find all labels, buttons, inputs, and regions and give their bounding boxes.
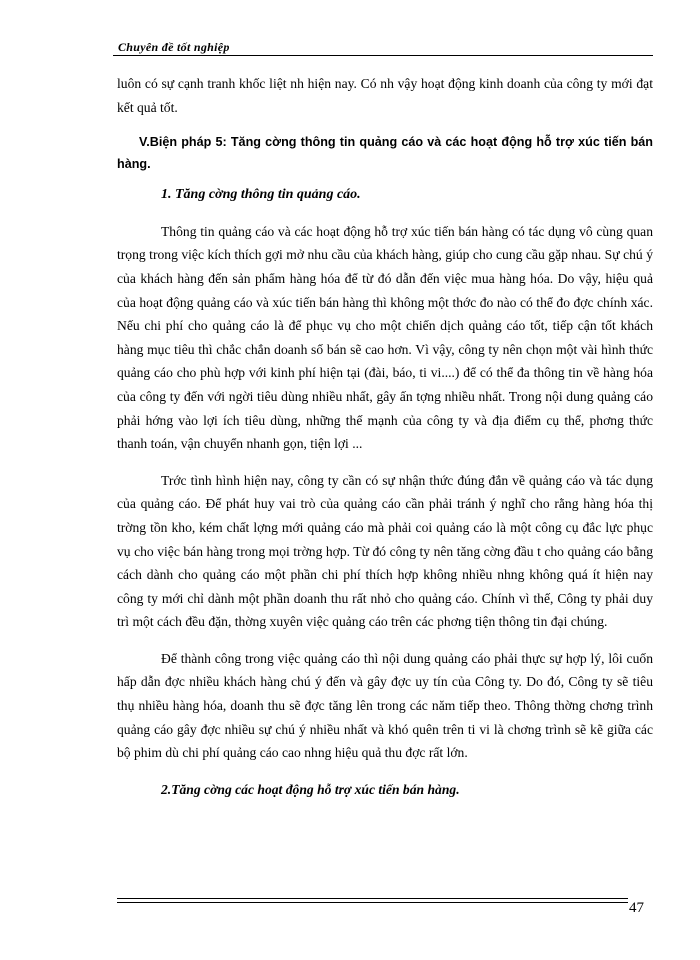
footer-divider (117, 902, 628, 903)
page-number: 47 (629, 900, 644, 916)
page-content (117, 72, 653, 801)
subheading-advertising: 1. Tăng cờng thông tin quảng cáo. (161, 187, 361, 203)
subheading-promotion: 2.Tăng cờng các hoạt động hỗ trợ xúc tiến bán hàng. (161, 781, 460, 797)
header-divider (113, 55, 653, 56)
body-paragraph: Trớc tình hình hiện nay, công ty cần có sự nhận thức đúng đắn về quảng cáo và tác dụng của quảng cáo. Để phát huy vai trò của quảng cáo cần phải tránh ý nghĩ cho rằng hàng hóa thị trờng tồn kho, kém chất lợng mới quảng cáo mà phải coi quảng cáo là một công cụ đắc lực phục vụ cho việc bán hàng trong mọi trờng hợp. Từ đó công ty nên tăng cờng đầu t cho quảng cáo bằng cách dành cho quảng cáo một phần chi phí thích hợp không nhiều nhng không quá ít hiện nay công ty mới chỉ dành một phần doanh thu rất nhỏ cho quảng cáo. Chính vì thế, Công ty phải duy trì một cách đều đặn, thờng xuyên việc quảng cáo trên các phơng tiện thông tin đại chúng. (117, 472, 653, 630)
intro-paragraph: luôn có sự cạnh tranh khốc liệt nh hiện nay. Có nh vậy hoạt động kinh doanh của công ty mới đạt kết quả tốt. (117, 76, 653, 115)
body-paragraph: Để thành công trong việc quảng cáo thì nội dung quảng cáo phải thực sự hợp lý, lôi cuốn hấp dẫn đợc nhiều khách hàng chú ý đến và gây đợc uy tín của Công ty. Do đó, Công ty sẽ tiêu thụ nhiều hàng hóa, doanh thu sẽ đợc tăng lên trong các năm tiếp theo. Thông thờng chơng trình quảng cáo gây đợc nhiều sự chú ý nhiều nhất và khó quên trên ti vi là chơng trình sẽ kẽ giữa các bộ phim dù chi phí quảng cáo cao nhng hiệu quả thu đợc rất lớn. (117, 650, 653, 761)
body-paragraph: Thông tin quảng cáo và các hoạt động hỗ trợ xúc tiến bán hàng có tác dụng vô cùng quan trọng trong việc kích thích gợi mở nhu cầu của khách hàng, giúp cho cung cầu gặp nhau. Sự chú ý của khách hàng đến sản phẩm hàng hóa để từ đó dẫn đến việc mua hàng hóa. Do vậy, hiệu quả của hoạt động quảng cáo và xúc tiến bán hàng thì không một thớc đo nào có thể đo đợc chính xác. Nếu chi phí cho quảng cáo là để phục vụ cho một chiến dịch quảng cáo tốt, tiếp cận tốt khách hàng mục tiêu thì chắc chắn doanh số bán sẽ cao hơn. Vì vậy, công ty nên chọn một vài hình thức quảng cáo cho phù hợp với kinh phí hiện tại (đài, báo, ti vi....) để có thể đa thông tin về hàng hóa của công ty đến với ngời tiêu dùng nhiều nhất, gây ấn tợng nhiều nhất. Trong nội dung quảng cáo phải hớng vào lợi ích tiêu dùng, những thế mạnh của công ty và địa điểm cụ thể, phơng thức thanh toán, vận chuyển nhanh gọn, tiện lợi ... (117, 223, 653, 452)
document-header-title: Chuyên đề tốt nghiệp (118, 40, 230, 54)
section-heading: V.Biện pháp 5: Tăng cờng thông tin quảng cáo và các hoạt động hỗ trợ xúc tiến bán hàng. (117, 135, 653, 172)
footer-divider (117, 898, 628, 899)
